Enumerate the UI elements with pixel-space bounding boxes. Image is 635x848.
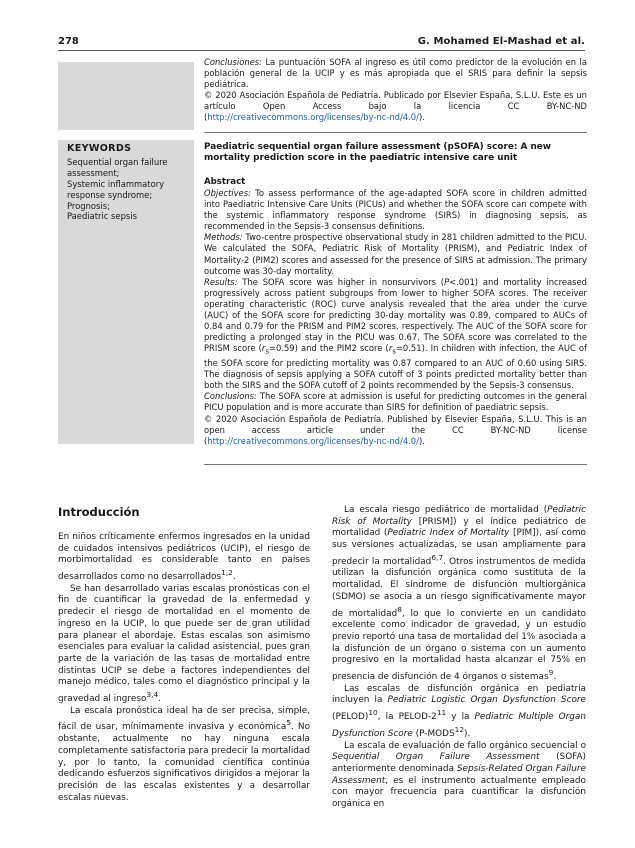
header-rule: [58, 50, 585, 51]
citation-ref[interactable]: 3,4: [146, 690, 159, 700]
body-text: , es el instrumento actualmente empleado con mayor frecuencia para cuantificar la disfunción orgánica en: [332, 775, 586, 810]
body-italic: Sequential Organ Failure Assessment: [332, 752, 540, 763]
body-text: (SOFA) anteriormente denominada: [332, 752, 587, 774]
body-text: En niños críticamente enfermos ingresados en la unidad de cuidados intensivos pediátricos (UCIP), el riesgo de morbimortalidad es considerable tanto en países desarrollados como no desarrollados: [58, 532, 310, 583]
sidebar-shade-top: [58, 62, 194, 130]
p-symbol: P: [444, 276, 450, 287]
rs-subscript: s: [265, 347, 269, 356]
methods-text: Two-centre prospective observational study in 281 children admitted to the PICU. We calculated the SOFA, Pediatric Risk of Mortality (PRISM), and Pediatric Index of Mortality-2 (PIM2) scores and assessed for the presence of SIRS at admission. The primary outcome was 30-day mortality.: [204, 232, 587, 276]
body-paragraph: [58, 532, 310, 584]
conclusions-text: The SOFA score at admission is useful for predicting outcomes in the general PICU population and is more accurate than SIRS for definition of paediatric sepsis.: [204, 391, 587, 413]
rs-symbol: r: [388, 343, 393, 354]
body-paragraph: [332, 505, 586, 684]
objectives-text: To assess performance of the age-adapted SOFA score in children admitted into Paediatric Intensive Care Units (PICUs) and whether the SOFA score can compete with the systemic inflammatory response syndrome (SIRS) in diagnosing sepsis, as recommended in the Sepsis-3 consensus definitions.: [204, 188, 587, 232]
spanish-license-close: ).: [418, 112, 425, 123]
body-italic: Pediatric Logistic Organ Dysfunction Score: [387, 695, 586, 706]
body-text: .: [553, 672, 557, 683]
citation-ref[interactable]: 6,7: [431, 552, 444, 562]
conclusions-label: Conclusions:: [204, 391, 257, 402]
body-paragraph: [332, 741, 586, 811]
page-number: 278: [58, 36, 79, 47]
body-column-left: [58, 532, 310, 804]
objectives-paragraph: [204, 188, 587, 232]
conclusions-paragraph: [204, 391, 587, 413]
body-italic: Pediatric Risk of Mortality: [332, 505, 586, 527]
body-text: [PIM]), así como sus versiones actualizadas, se usan ampliamente para predecir la mortalidad: [332, 528, 586, 567]
abstract-end-rule: [204, 464, 587, 465]
citation-ref[interactable]: 9: [548, 668, 554, 678]
abstract-heading: Abstract: [204, 177, 246, 187]
body-italic: Sepsis-Related Organ Failure Assessment: [332, 763, 586, 786]
running-head: G. Mohamed El-Mashad et al.: [417, 36, 585, 47]
citation-ref[interactable]: 1,2: [221, 568, 233, 578]
body-text: . Otros instrumentos de medida utilizan la disfunción orgánica como sustituta de la mortalidad. El síndrome de disfunción multiorgánica (SDMO) se asocia a un riesgo significativamente mayor de mortalidad: [332, 556, 586, 619]
body-text: Las escalas de disfunción orgánica en pediatría incluyen la: [332, 683, 586, 706]
results-paragraph: [204, 277, 587, 392]
body-text: La escala pronóstica ideal ha de ser precisa, simple, fácil de usar, mínimamente invasiva y económica: [58, 705, 310, 733]
citation-ref[interactable]: 10: [368, 708, 378, 718]
keyword-item: Systemic inflammatory response syndrome;: [67, 178, 165, 200]
body-italic: Pediatric Index of Mortality: [387, 528, 510, 539]
results-text: =0.59) and the PIM2 score (: [268, 343, 389, 354]
english-license-close: ).: [418, 435, 425, 446]
body-text: (PELOD): [332, 712, 369, 723]
english-copyright-paragraph: [204, 414, 587, 447]
body-text: (P-MODS: [412, 728, 455, 739]
conclusiones-text: La puntuación SOFA al ingreso es útil como predictor de la evolución en la población general de la UCIP y es más apropiada que el SRIS para definir la sepsis pediátrica.: [204, 57, 587, 90]
rs-symbol: r: [261, 343, 266, 354]
english-title: Paediatric sequential organ failure assessment (pSOFA) score: A new mortality prediction score in the paediatric intensive care unit: [204, 142, 551, 164]
citation-ref[interactable]: 8: [397, 604, 402, 614]
body-paragraph: [332, 684, 586, 741]
body-text: .: [232, 572, 236, 583]
methods-label: Methods:: [204, 232, 243, 243]
body-paragraph: [58, 706, 310, 805]
body-text: . No obstante, actualmente no hay ninguna escala completamente satisfactoria para predecir la mortalidad y, por lo tanto, la comunidad científica continúa dedicando esfuerzos significativos dirigidos a mejorar la precisión de las escalas existentes y a desarrollar escalas nuevas.: [58, 722, 310, 803]
results-text: The SOFA score was higher in nonsurvivors (: [237, 276, 445, 287]
keyword-item: Paediatric sepsis: [67, 211, 137, 222]
spanish-license-link[interactable]: http://creativecommons.org/licenses/by-nc-nd/4.0/: [207, 112, 419, 123]
keywords-heading: KEYWORDS: [67, 143, 132, 154]
english-abstract: [204, 188, 587, 447]
rs-subscript: s: [392, 347, 396, 356]
body-text: , lo que lo convierte en un candidato excelente como indicador de gravedad, y un estudio previo reportó una tasa de mortalidad del 1% asociada a la disfunción de un órgano o sistema con un aumento progresivo en la mortalidad hasta alcanzar el 75% en presencia de disfunción de 4 órganos o sistemas: [332, 608, 586, 683]
section-heading-introduccion: Introducción: [58, 505, 140, 519]
conclusiones-label: Conclusiones:: [204, 57, 262, 67]
body-text: , la PELOD-2: [377, 712, 437, 723]
body-text: [PRISM]) y el índice pediátrico de mortalidad (: [332, 516, 586, 539]
results-label: Results:: [204, 276, 238, 287]
keyword-item: Sequential organ failure assessment;: [67, 156, 168, 178]
body-text: y la: [446, 712, 475, 723]
spanish-copyright: © 2020 Asociación Española de Pediatría. Publicado por Elsevier España, S.L.U. Este es un artículo Open Access bajo la licencia CC BY-NC-ND (: [204, 90, 587, 123]
body-text: La escala riesgo pediátrico de mortalidad (: [344, 505, 548, 515]
keywords-box: [67, 144, 187, 222]
citation-ref[interactable]: 12: [454, 724, 465, 734]
citation-ref[interactable]: 11: [436, 708, 447, 718]
english-license-link[interactable]: http://creativecommons.org/licenses/by-nc-nd/4.0/: [207, 435, 419, 446]
spanish-abstract-conclusion: [204, 57, 587, 124]
body-text: .: [158, 694, 161, 705]
body-column-right: [332, 505, 586, 811]
citation-ref[interactable]: 5: [286, 718, 291, 728]
body-text: La escala de evaluación de fallo orgánico secuencial o: [344, 740, 586, 751]
body-italic: Pediatric Multiple Organ Dysfunction Score: [332, 712, 586, 739]
english-copyright: © 2020 Asociación Española de Pediatría. Published by Elsevier España, S.L.U. This is an open access article under the CC BY-NC-ND license (: [204, 413, 587, 446]
abstract-divider: [204, 132, 587, 133]
results-text: =0.51). In children with infection, the AUC of the SOFA score for predicting mortality was 0.87 compared to an AUC of 0.60 using SIRS. The diagnosis of sepsis applying a SOFA cutoff of 3 points predicted mortality better than both the SIRS and the SOFA cutoff of 2 points recommended by the Sepsis-3 consensus.: [204, 343, 587, 391]
body-text: Se han desarrollado varias escalas pronósticas con el fin de cuantificar la gravedad de la enfermedad y predecir el riesgo de mortalidad en el momento de ingreso en la UCIP, lo que puede ser de gran utilidad para planear el abordaje. Estas escalas son asimismo esenciales para evaluar la calidad asistencial, pues gran parte de la variación de las tasas de mortalidad entre distintas UCIP se debe a factores independientes del manejo médico, tales como el diagnóstico principal y la gravedad al ingreso: [58, 583, 310, 705]
results-text: <.001) and mortality increased progressively across patient subgroups from lower to higher SOFA scores. The receiver operating characteristic (ROC) curve analysis revealed that the area under the curve (AUC) of the SOFA score for predicting 30-day mortality was 0.89, compared to AUCs of 0.84 and 0.79 for the PRISM and PIM2 scores, respectively. The AUC of the SOFA score for predicting a prolonged stay in the PICU was 0.67. The SOFA score was correlated to the PRISM score (: [204, 276, 587, 354]
body-text: ).: [464, 728, 471, 739]
keyword-item: Prognosis;: [67, 200, 110, 211]
objectives-label: Objectives:: [204, 188, 251, 198]
methods-paragraph: [204, 232, 587, 276]
body-paragraph: [58, 584, 310, 706]
